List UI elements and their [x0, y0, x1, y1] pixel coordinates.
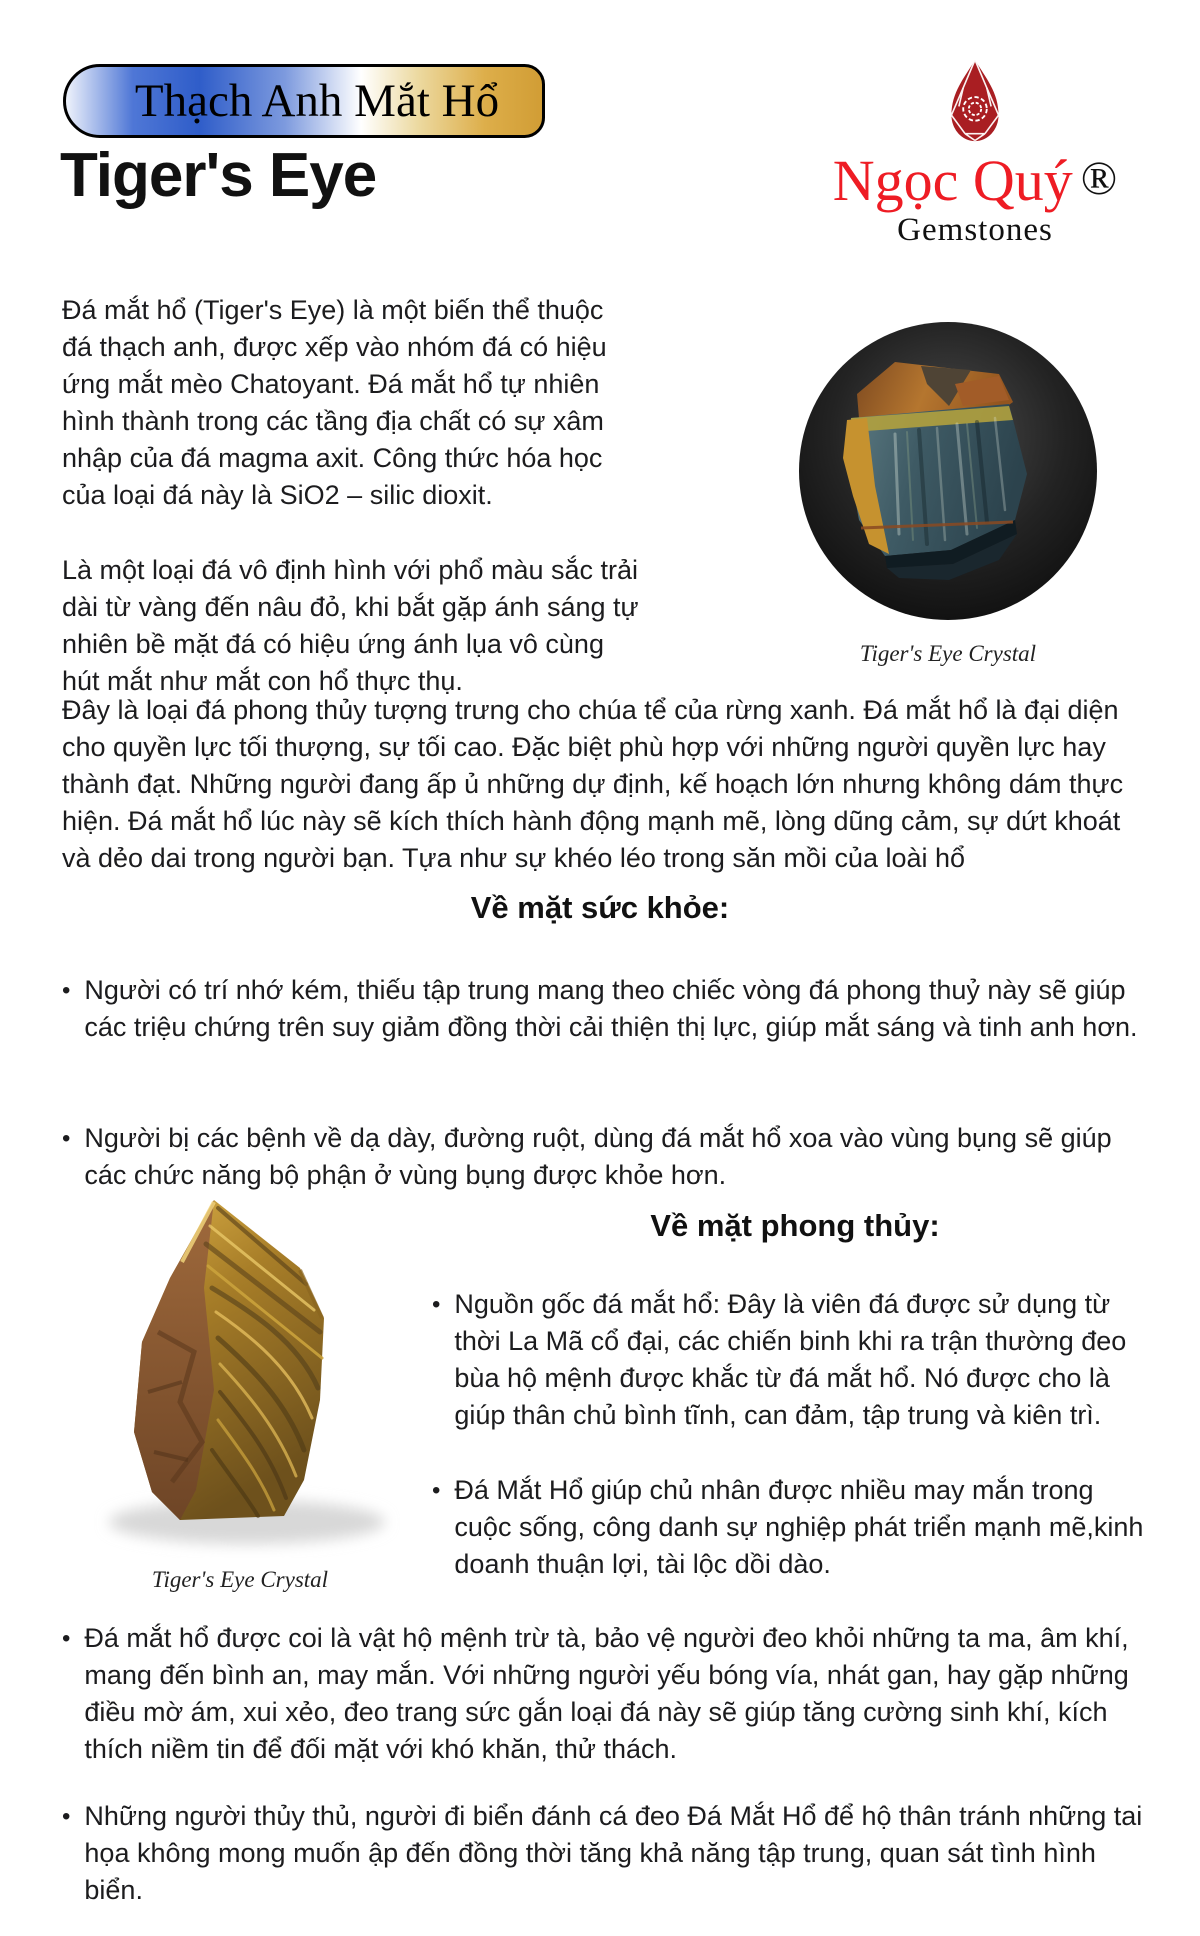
- figure-raw-crystal: [62, 1192, 418, 1593]
- bullet-text: Đá mắt hổ được coi là vật hộ mệnh trừ tà, bảo vệ người đeo khỏi những ta ma, âm khí, mang đến bình an, may mắn. Với những người yếu bóng vía, nhát gan, hay gặp những điều mờ ám, xui xẻo, đeo trang sức gắn loại đá này sẽ giúp tăng cường sinh khí, kích thích niềm tin để đối mặt với khó khăn, thử thách.: [84, 1623, 1129, 1764]
- intro-paragraph-2: Là một loại đá vô định hình với phổ màu sắc trải dài từ vàng đến nâu đỏ, khi bắt gặp ánh sáng tự nhiên bề mặt đá có hiệu ứng ánh lụa vô cùng hút mắt như mắt con hổ thực thụ.: [62, 554, 639, 696]
- overview-paragraph: Đây là loại đá phong thủy tượng trưng cho chúa tể của rừng xanh. Đá mắt hổ là đại diện cho quyền lực tối thượng, sự tối cao. Đặc biệt phù hợp với những người quyền lực hay thành đạt. Những người đang ấp ủ những dự định, kế hoạch lớn nhưng không dám thực hiện. Đá mắt hổ lúc này sẽ kích thích hành động mạnh mẽ, lòng dũng cảm, sự dứt khoát và dẻo dai trong người bạn. Tựa như sự khéo léo trong săn mồi của loài hổ: [62, 695, 1124, 873]
- list-item: [62, 1620, 1158, 1768]
- bullet-text: Đá Mắt Hổ giúp chủ nhân được nhiều may mắn trong cuộc sống, công danh sự nghiệp phát triển mạnh mẽ,kinh doanh thuận lợi, tài lộc dồi dào.: [454, 1474, 1144, 1579]
- bullet-text: Những người thủy thủ, người đi biển đánh cá đeo Đá Mắt Hổ để hộ thân tránh những tai họa không mong muốn ập đến đồng thời tăng khả năng tập trung, quan sát tình hình biển.: [84, 1801, 1143, 1905]
- gem-icon: [944, 58, 1006, 148]
- badge-label: Thạch Anh Mắt Hổ: [134, 75, 500, 127]
- tigers-eye-photo-circle: [799, 322, 1097, 620]
- tigers-eye-photo-raw: [62, 1192, 418, 1558]
- brand-name: Ngọc Quý: [832, 148, 1073, 213]
- bullet-glyph: •: [432, 1476, 441, 1504]
- bullet-glyph: •: [62, 1625, 71, 1652]
- list-item: [62, 1120, 1152, 1194]
- header-badge: [63, 64, 545, 138]
- bullet-glyph: •: [62, 977, 71, 1004]
- brand-subtitle: Gemstones: [897, 212, 1053, 248]
- list-item: [432, 1286, 1158, 1434]
- list-item: [62, 1798, 1158, 1909]
- intro-column: [62, 292, 640, 700]
- bullet-text: Người bị các bệnh về dạ dày, đường ruột, dùng đá mắt hổ xoa vào vùng bụng sẽ giúp các chức năng bộ phận ở vùng bụng được khỏe hơn.: [84, 1123, 1112, 1190]
- brand-name-row: [790, 148, 1160, 213]
- fengshui-column: [432, 1208, 1158, 1583]
- list-item: [432, 1472, 1158, 1583]
- registered-mark: ®: [1080, 152, 1118, 205]
- page-title: Tiger's Eye: [60, 141, 377, 210]
- health-heading: Về mặt sức khỏe:: [470, 890, 730, 925]
- list-item: [62, 972, 1152, 1046]
- bullet-glyph: •: [432, 1291, 441, 1318]
- figure2-caption: Tiger's Eye Crystal: [151, 1567, 329, 1592]
- bullet-text: Nguồn gốc đá mắt hổ: Đây là viên đá được sử dụng từ thời La Mã cổ đại, các chiến binh khi ra trận thường đeo bùa hộ mệnh được khắc từ đá mắt hổ. Nó được cho là giúp thân chủ bình tĩnh, can đảm, tập trung và kiên trì.: [454, 1289, 1127, 1430]
- brand-logo: [790, 58, 1160, 249]
- bullet-text: Người có trí nhớ kém, thiếu tập trung mang theo chiếc vòng đá phong thuỷ này sẽ giúp các triệu chứng trên suy giảm đồng thời cải thiện thị lực, giúp mắt sáng và tinh anh hơn.: [84, 975, 1138, 1042]
- fengshui-heading: Về mặt phong thủy:: [650, 1208, 940, 1243]
- figure-circle-crystal: [799, 322, 1097, 667]
- bullet-glyph: •: [62, 1125, 71, 1152]
- figure1-caption: Tiger's Eye Crystal: [859, 641, 1037, 666]
- bullet-glyph: •: [62, 1803, 71, 1830]
- intro-paragraph-1: Đá mắt hổ (Tiger's Eye) là một biến thể thuộc đá thạch anh, được xếp vào nhóm đá có hiệu ứng mắt mèo Chatoyant. Đá mắt hổ tự nhiên hình thành trong các tầng địa chất có sự xâm nhập của đá magma axit. Công thức hóa học của loại đá này là SiO2 – silic dioxit.: [62, 295, 607, 510]
